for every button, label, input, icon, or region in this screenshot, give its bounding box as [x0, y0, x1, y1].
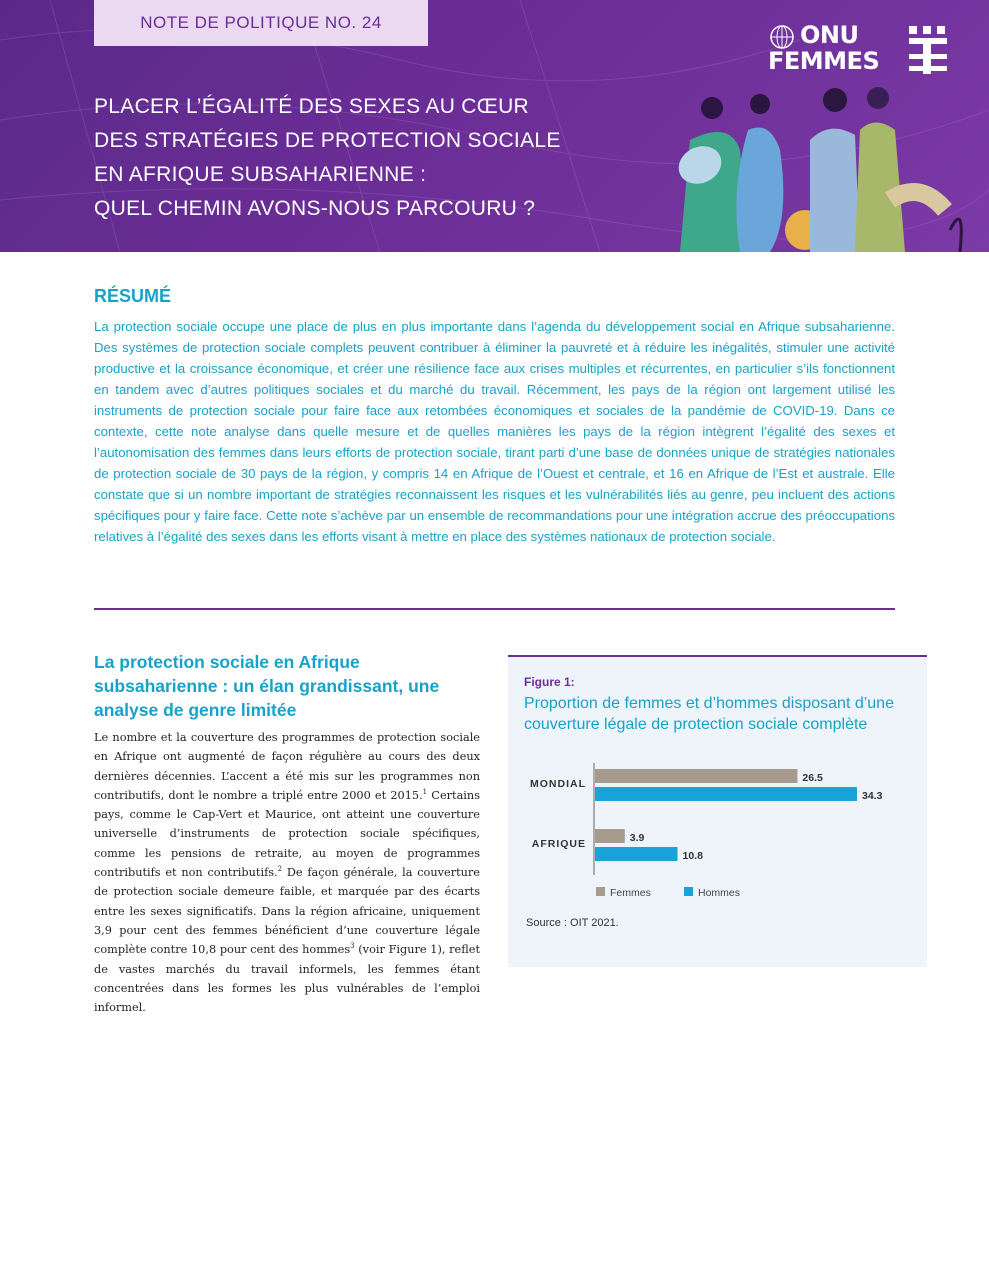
footnote-ref[interactable]: 1 — [422, 788, 428, 797]
figure-box — [508, 655, 927, 967]
figure-source: Source : OIT 2021. — [526, 917, 619, 929]
data-label: 3.9 — [629, 832, 645, 844]
legend-label: Femmes — [610, 887, 651, 899]
section-body — [94, 728, 480, 1017]
body-text: (voir Figure 1), reflet de vastes marchés du travail informels, les femmes étant concentrées dans les formes les plus vulnérables de l’emploi informel. — [94, 943, 481, 1015]
legend-label: Hommes — [698, 887, 741, 899]
data-label: 34.3 — [862, 790, 883, 802]
logo-line-femmes: FEMMES — [768, 47, 880, 75]
body-text: Certains pays, comme le Cap-Vert et Maurice, ont atteint une couverture universelle d’instruments de protection sociale spécifiques, comme les pensions de retraite, au moyen de programmes contributifs et non contributifs. — [94, 788, 480, 880]
category-label: MONDIAL — [530, 778, 586, 790]
policy-note-tag: NOTE DE POLITIQUE NO. 24 — [94, 0, 428, 46]
summary-text: La protection sociale occupe une place de plus en plus importante dans l’agenda du développement social en Afrique subsaharienne. Des systèmes de protection sociale complets peuvent contribuer à éliminer la pauvreté et à réduire les inégalités, stimuler une activité productive et la croissance économique, et créer une résilience face aux crises multiples et récurrentes, en particulier s’ils fonctionnent en tandem avec d’autres politiques sociales et du marché du travail. Récemment, les pays de la région ont largement utilisé les instruments de protection sociale pour faire face aux retombées économiques et sociales de la pandémie de COVID-19. Dans ce contexte, cette note analyse dans quelle mesure et de quelles manières les pays de la région intègrent l’égalité des sexes et l’autonomisation des femmes dans leurs efforts de protection sociale, tirant parti d’une base de données unique de stratégies nationales de protection sociale de 30 pays de la région, y compris 14 en Afrique de l’Ouest et centrale, et 16 en Afrique de l’Est et australe. Elle constate que si un nombre important de stratégies reconnaissent les risques et les vulnérabilités liés au genre, peu incluent des actions spécifiques pour y faire face. Cette note s’achève par un ensemble de recommandations pour une intégration accrue des préoccupations relatives à l’égalité des sexes dans les efforts visant à mettre en place des systèmes nationaux de protection sociale. — [94, 319, 895, 544]
un-women-logo — [768, 22, 953, 78]
footnote-ref[interactable]: 3 — [350, 942, 355, 951]
legend-swatch-hommes — [684, 887, 693, 896]
figure-label: Figure 1: — [524, 675, 575, 689]
legend-swatch-femmes — [596, 887, 605, 896]
body-text: Le nombre et la couverture des programmes de protection sociale en Afrique ont augmenté de façon régulière au cours des deux dernières décennies. L’accent a été mis sur les programmes non contributifs, dont le nombre a triplé entre 2000 et 2015. — [94, 731, 480, 802]
bar-femmes-afrique — [595, 829, 625, 843]
bar-hommes-afrique — [595, 847, 677, 861]
title-line: QUEL CHEMIN AVONS-NOUS PARCOURU ? — [94, 197, 536, 220]
category-label: AFRIQUE — [531, 838, 586, 850]
summary-heading: RÉSUMÉ — [94, 286, 172, 306]
logo-line-onu: ONU — [800, 21, 859, 49]
header-banner — [0, 0, 989, 252]
women-illustration — [660, 80, 989, 252]
data-label: 10.8 — [682, 850, 703, 862]
section-heading: La protection sociale en Afrique subsaharienne : un élan grandissant, une analyse de genre limitée — [94, 652, 440, 720]
section-divider — [94, 608, 895, 610]
bar-hommes-mondial — [595, 787, 857, 801]
data-label: 26.5 — [802, 772, 823, 784]
body-text: De façon générale, la couverture de protection sociale demeure faible, et marquée par des écarts entre les sexes significatifs. Dans la région africaine, uniquement 3,9 pour cent des femmes bénéficient d’une couverture légale complète contre 10,8 pour cent des hommes — [94, 866, 480, 957]
bar-femmes-mondial — [595, 769, 797, 783]
figure-title: Proportion de femmes et d’hommes disposant d’une couverture légale de protection sociale complète — [524, 695, 894, 733]
women-symbol-icon — [907, 24, 949, 74]
document-title — [94, 90, 674, 226]
footnote-ref[interactable]: 2 — [277, 865, 283, 874]
title-line: EN AFRIQUE SUBSAHARIENNE : — [94, 163, 427, 186]
bar-chart — [508, 757, 927, 907]
title-line: PLACER L’ÉGALITÉ DES SEXES AU CŒUR — [94, 95, 530, 118]
title-line: DES STRATÉGIES DE PROTECTION SOCIALE — [94, 129, 561, 152]
